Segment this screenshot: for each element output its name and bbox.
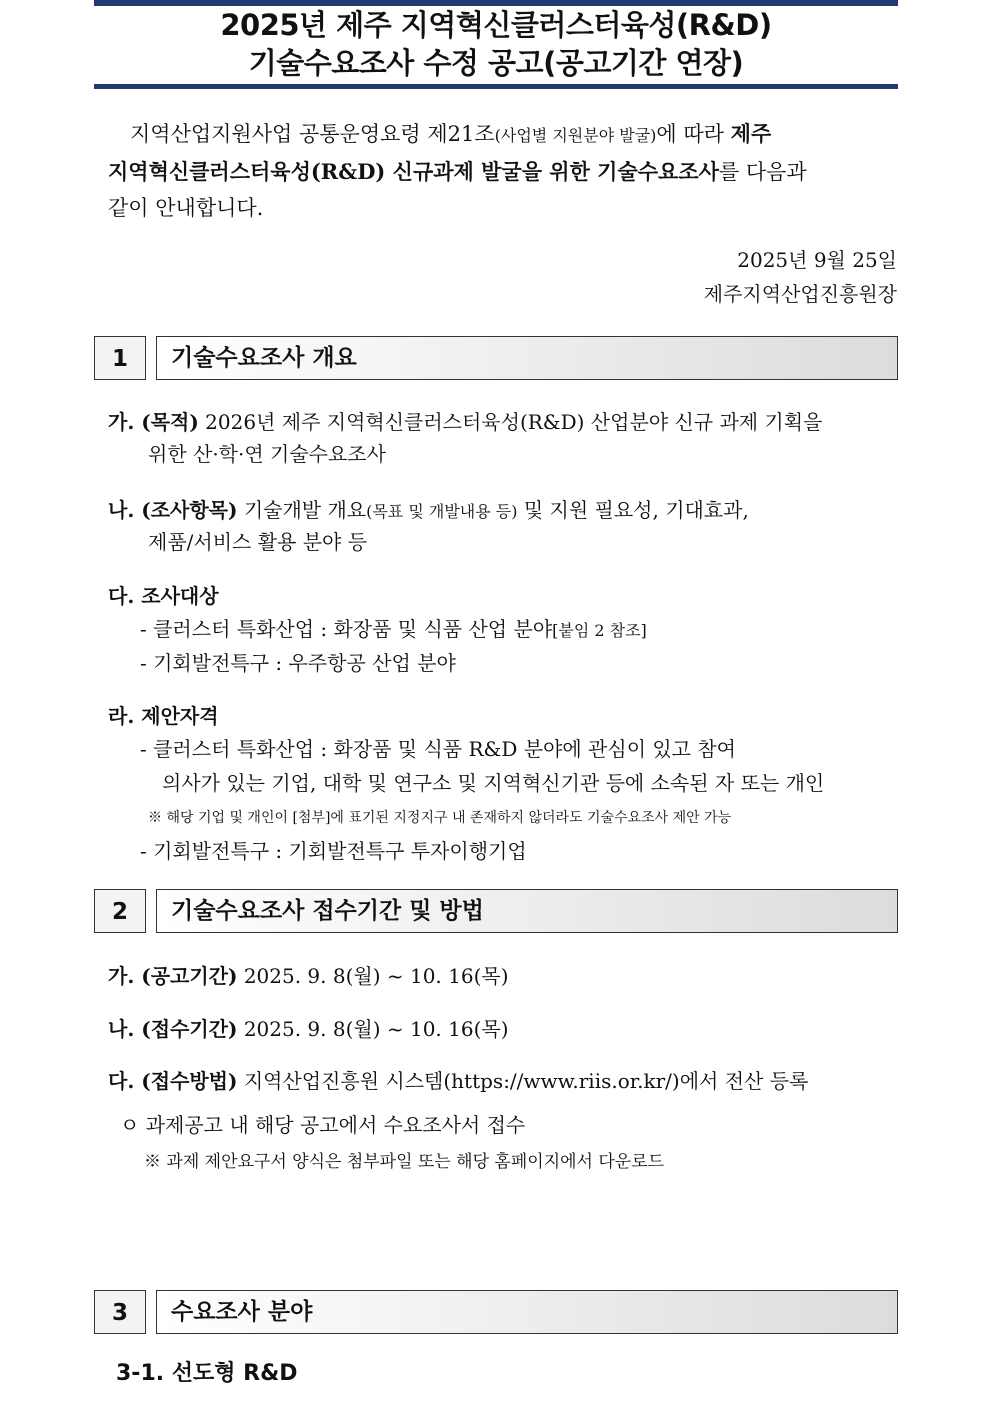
- s2-item-na: [108, 1013, 898, 1045]
- s2-ga-label: 가. (공고기간): [108, 964, 238, 988]
- doc-title-line2: 기술수요조사 수정 공고(공고기간 연장): [248, 46, 744, 80]
- intro-bold-1: 제주: [730, 121, 772, 146]
- s1-na-cont: 제품/서비스 활용 분야 등: [148, 530, 368, 554]
- doc-issuer: 제주지역산업진흥원장: [703, 282, 897, 306]
- section3-number: 3: [94, 1290, 146, 1334]
- s1-da-label: [108, 580, 898, 612]
- s2-note: ※ 과제 제안요구서 양식은 첨부파일 또는 해당 홈페이지에서 다운로드: [144, 1152, 665, 1172]
- section1-number: 1: [94, 336, 146, 380]
- s1-ga-label: 가. (목적): [108, 410, 199, 434]
- s1-item-ga: [108, 406, 898, 438]
- s1-ra-label-text: 라. 제안자격: [108, 704, 219, 728]
- section2-number: 2: [94, 889, 146, 933]
- s3-subheading: 3-1. 선도형 R&D: [116, 1361, 298, 1386]
- intro-text-2: 를 다음과: [718, 160, 807, 184]
- section2-title: 기술수요조사 접수기간 및 방법: [156, 889, 898, 933]
- s2-bullet: ㅇ 과제공고 내 해당 공고에서 수요조사서 접수: [120, 1113, 526, 1137]
- s1-ra-1-cont: 의사가 있는 기업, 대학 및 연구소 및 지역혁신기관 등에 소속된 자 또는 개인: [162, 771, 825, 795]
- s2-na-text: 2025. 9. 8(월) ~ 10. 16(목): [243, 1017, 509, 1041]
- s1-da-1-ref: [붙임 2 참조]: [552, 621, 647, 640]
- s1-ra-label: [108, 700, 898, 732]
- s2-da-text: 지역산업진흥원 시스템(https://www.riis.or.kr/)에서 전산 등록: [243, 1069, 809, 1093]
- section1-title: 기술수요조사 개요: [156, 336, 898, 380]
- s1-na-text-a: 기술개발 개요: [243, 498, 367, 522]
- s2-ga-text: 2025. 9. 8(월) ~ 10. 16(목): [243, 964, 509, 988]
- s2-na-label: 나. (접수기간): [108, 1017, 238, 1041]
- s1-ga-text: 2026년 제주 지역혁신클러스터육성(R&D) 산업분야 신규 과제 기획을: [205, 410, 823, 434]
- intro-small: (사업별 지원분야 발굴): [494, 126, 657, 145]
- intro-text-3: 같이 안내합니다.: [108, 196, 264, 220]
- s1-na-label: 나. (조사항목): [108, 498, 238, 522]
- intro-paragraph: [108, 116, 898, 226]
- s2-item-ga: [108, 960, 898, 992]
- s1-item-na: [108, 494, 898, 528]
- s1-da-1-text: - 클러스터 특화산업 : 화장품 및 식품 산업 분야: [140, 617, 553, 641]
- section3-title: 수요조사 분야: [156, 1290, 898, 1334]
- s2-da-label: 다. (접수방법): [108, 1069, 238, 1093]
- s1-na-small: (목표 및 개발내용 등): [366, 502, 518, 521]
- s1-ra-1: - 클러스터 특화산업 : 화장품 및 식품 R&D 분야에 관심이 있고 참여: [140, 737, 737, 761]
- intro-bold-2: 지역혁신클러스터육성(R&D) 신규과제 발굴을 위한 기술수요조사: [108, 159, 719, 184]
- s1-na-text-b: 및 지원 필요성, 기대효과,: [523, 498, 749, 522]
- doc-title-line1: 2025년 제주 지역혁신클러스터육성(R&D): [220, 8, 772, 42]
- s1-da-2: - 기회발전특구 : 우주항공 산업 분야: [140, 651, 456, 675]
- s2-item-da: [108, 1065, 898, 1097]
- s1-da-1: [140, 612, 898, 648]
- bottom-rule: [94, 84, 898, 89]
- intro-text-1: 지역산업지원사업 공통운영요령 제21조: [130, 122, 495, 146]
- s1-da-label-text: 다. 조사대상: [108, 584, 219, 608]
- intro-text-1b: 에 따라: [656, 122, 724, 146]
- s1-ra-note: ※ 해당 기업 및 개인이 [첨부]에 표기된 지정지구 내 존재하지 않더라도 기술수요조사 제안 가능: [148, 810, 732, 826]
- s1-ga-cont: 위한 산·학·연 기술수요조사: [148, 442, 386, 466]
- doc-date: 2025년 9월 25일: [737, 248, 897, 272]
- s1-ra-2: - 기회발전특구 : 기회발전특구 투자이행기업: [140, 839, 527, 863]
